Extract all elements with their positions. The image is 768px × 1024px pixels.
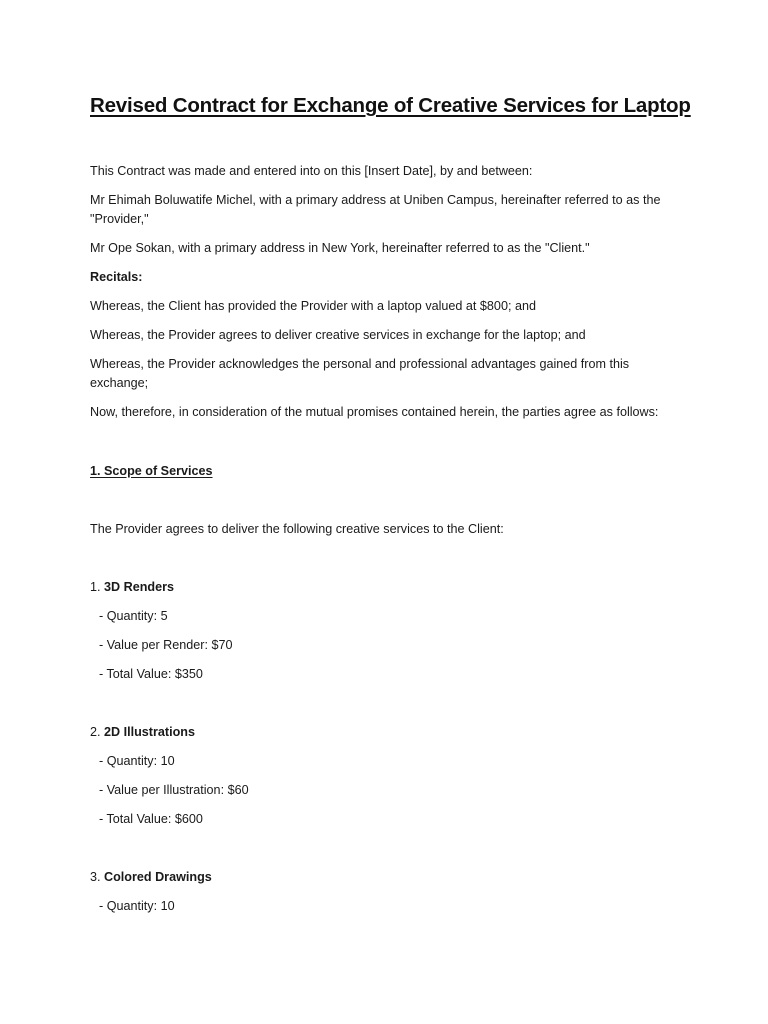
- recital-1: Whereas, the Client has provided the Provider with a laptop valued at $800; and: [90, 299, 536, 313]
- recitals-heading: Recitals:: [90, 270, 143, 284]
- services-intro: The Provider agrees to deliver the following creative services to the Client:: [90, 522, 504, 536]
- section-1-heading: 1. Scope of Services: [90, 464, 213, 478]
- service-quantity: - Quantity: 10: [99, 899, 175, 913]
- recital-2: Whereas, the Provider agrees to deliver creative services in exchange for the laptop; and: [90, 328, 586, 342]
- service-total: - Total Value: $350: [99, 667, 203, 681]
- service-item-heading: [90, 723, 195, 742]
- service-quantity: - Quantity: 10: [99, 754, 175, 768]
- service-total: - Total Value: $600: [99, 812, 203, 826]
- service-item-heading: [90, 578, 174, 597]
- provider-paragraph-line-2: "Provider,": [90, 212, 149, 226]
- service-value-per: - Value per Illustration: $60: [99, 783, 249, 797]
- document-title: Revised Contract for Exchange of Creative Services for Laptop: [90, 94, 691, 117]
- service-item-heading: [90, 868, 212, 887]
- service-name: Colored Drawings: [104, 870, 212, 884]
- service-number: 1.: [90, 580, 105, 594]
- service-value-per: - Value per Render: $70: [99, 638, 233, 652]
- service-number: 2.: [90, 725, 105, 739]
- now-therefore-paragraph: Now, therefore, in consideration of the mutual promises contained herein, the parties agree as follows:: [90, 405, 659, 419]
- service-quantity: - Quantity: 5: [99, 609, 168, 623]
- recital-3-line-1: Whereas, the Provider acknowledges the personal and professional advantages gained from this: [90, 357, 630, 371]
- provider-paragraph-line-1: Mr Ehimah Boluwatife Michel, with a primary address at Uniben Campus, hereinafter referred to as the: [90, 193, 661, 207]
- intro-paragraph: This Contract was made and entered into on this [Insert Date], by and between:: [90, 164, 533, 178]
- service-number: 3.: [90, 870, 105, 884]
- service-name: 2D Illustrations: [104, 725, 195, 739]
- recital-3-line-2: exchange;: [90, 376, 149, 390]
- client-paragraph: Mr Ope Sokan, with a primary address in New York, hereinafter referred to as the "Client.": [90, 241, 590, 255]
- service-name: 3D Renders: [104, 580, 175, 594]
